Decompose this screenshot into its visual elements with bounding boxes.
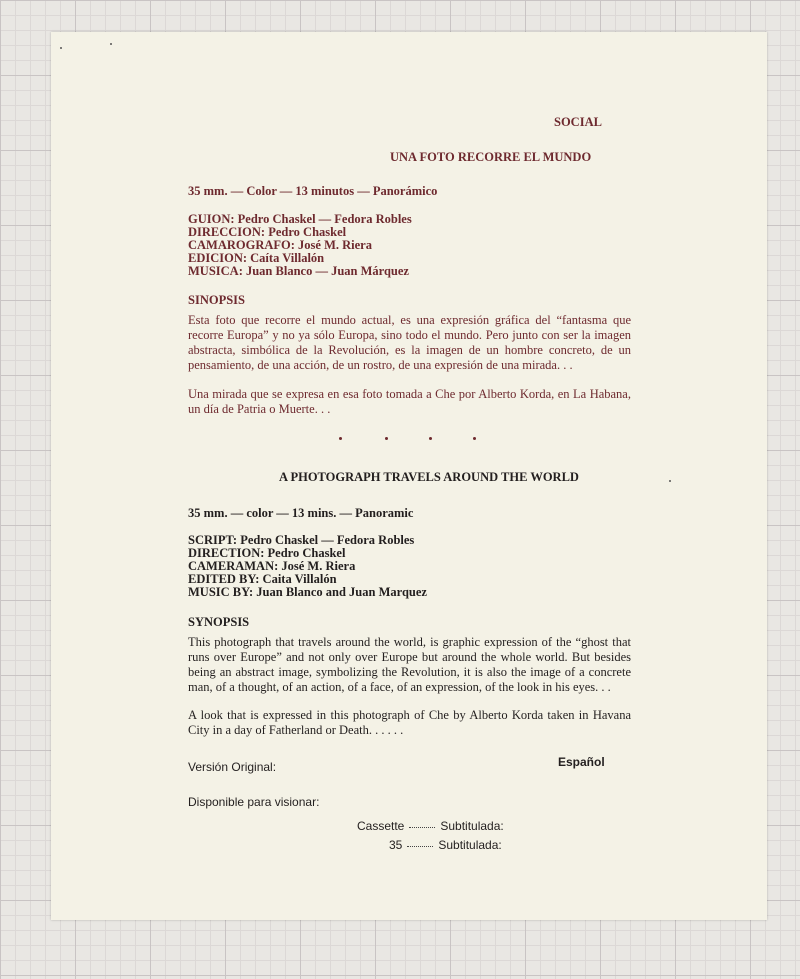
- credit-line-es: CAMAROGRAFO: José M. Riera: [188, 238, 372, 252]
- separator-dot: [339, 437, 342, 440]
- credit-line-en: DIRECTION: Pedro Chaskel: [188, 546, 346, 560]
- cassette-row: [357, 819, 504, 833]
- dotted-leader: [407, 846, 433, 847]
- credit-line-en: CAMERAMAN: José M. Riera: [188, 559, 356, 573]
- synopsis-paragraph-en: A look that is expressed in this photograph of Che by Alberto Korda taken in Havana City in a day of Fatherland or Death. . . . . .: [188, 708, 631, 737]
- cassette-label: Cassette: [357, 819, 405, 833]
- synopsis-heading-en: SYNOPSIS: [188, 615, 250, 629]
- credit-line-en: MUSIC BY: Juan Blanco and Juan Marquez: [188, 585, 427, 599]
- paper-speck: [60, 47, 62, 49]
- credit-line-en: SCRIPT: Pedro Chaskel — Fedora Robles: [188, 533, 415, 547]
- format-35-label: 35: [389, 838, 403, 852]
- paper-speck: [669, 480, 671, 482]
- synopsis-heading-es: SINOPSIS: [188, 293, 245, 307]
- subtitled-label: Subtitulada:: [438, 838, 502, 852]
- credit-line-es: EDICION: Caíta Villalón: [188, 251, 325, 265]
- specs-en: 35 mm. — color — 13 mins. — Panoramic: [188, 506, 414, 520]
- synopsis-paragraph-es: Una mirada que se expresa en esa foto tomada a Che por Alberto Korda, en La Habana, un día de Patria o Muerte. . .: [188, 387, 631, 416]
- title-en: A PHOTOGRAPH TRAVELS AROUND THE WORLD: [279, 470, 579, 484]
- paper-speck: [110, 43, 112, 45]
- credit-line-es: MUSICA: Juan Blanco — Juan Márquez: [188, 264, 409, 278]
- subtitled-label: Subtitulada:: [440, 819, 504, 833]
- dotted-leader: [409, 827, 435, 828]
- title-es: UNA FOTO RECORRE EL MUNDO: [390, 150, 592, 164]
- credit-line-es: DIRECCION: Pedro Chaskel: [188, 225, 347, 239]
- document-sheet: [51, 32, 767, 920]
- format-35-row: [389, 838, 502, 852]
- section-label: SOCIAL: [554, 115, 602, 129]
- synopsis-paragraph-es: Esta foto que recorre el mundo actual, es una expresión gráfica del “fantasma que recorre Europa” y no ya sólo Europa, sino todo el mundo. Pero junto con ser la imagen abstracta, simbólica de la Revolución, es la imagen de un hombre concreto, de un pensamiento, de una acción, de un rostro, de una expresión de una mirada. . .: [188, 313, 631, 372]
- separator-dot: [473, 437, 476, 440]
- version-value: Español: [558, 755, 605, 769]
- credit-line-en: EDITED BY: Caita Villalón: [188, 572, 337, 586]
- separator-dot: [429, 437, 432, 440]
- credit-line-es: GUION: Pedro Chaskel — Fedora Robles: [188, 212, 412, 226]
- available-label: Disponible para visionar:: [188, 795, 320, 809]
- synopsis-paragraph-en: This photograph that travels around the world, is graphic expression of the “ghost that runs over Europe” and not only over Europe but around the whole world. But besides being an abstract image, symbolizing the Revolution, it is also the image of a concrete man, of a thought, of an action, of a face, of an expression, of the look in his eyes. . .: [188, 635, 631, 694]
- version-label: Versión Original:: [188, 760, 277, 774]
- separator-dot: [385, 437, 388, 440]
- specs-es: 35 mm. — Color — 13 minutos — Panorámico: [188, 184, 438, 198]
